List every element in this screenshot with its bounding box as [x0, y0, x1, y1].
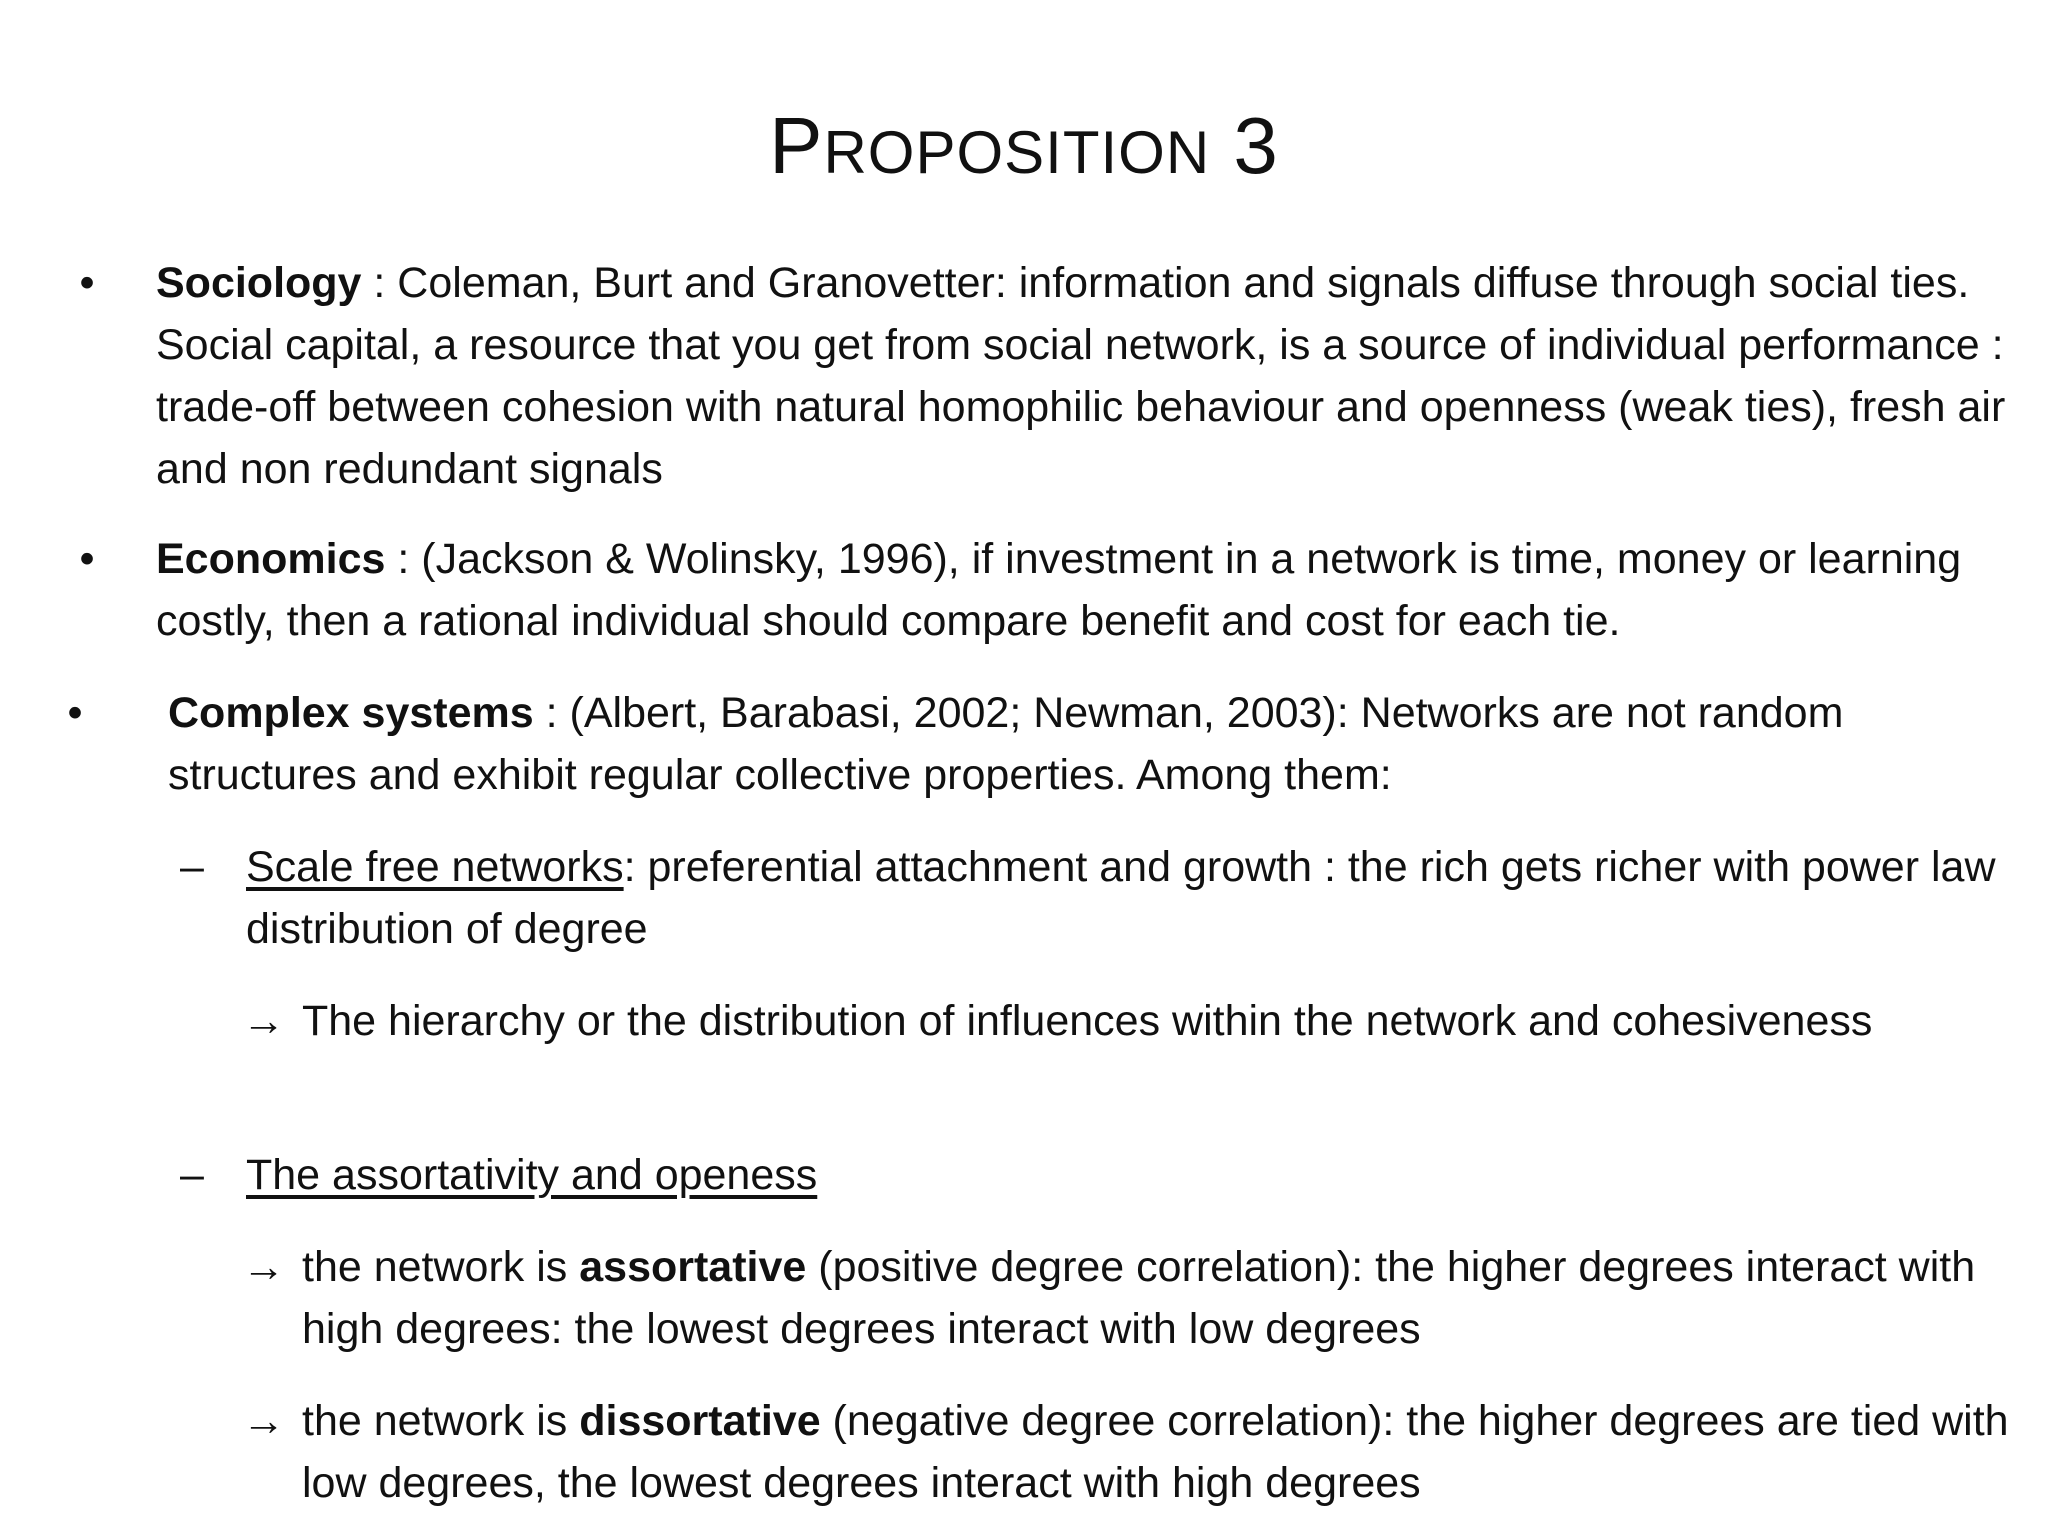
bullet-dot: • — [67, 689, 83, 737]
sub-heading: The assortativity and openess — [246, 1151, 818, 1199]
sub-heading: Scale free networks — [246, 843, 624, 891]
bullet-dot: • — [79, 535, 95, 583]
arrow-text-post: (positive degree correlation): the higher degrees interact with high degrees: the lowest degrees interact with low degrees — [302, 1243, 1976, 1353]
arrow-item-assortative — [242, 1236, 2016, 1360]
bullet-text: : (Albert, Barabasi, 2002; Newman, 2003): Networks are not random structures and exhibit regular collective properties. Among them: — [168, 689, 1844, 799]
bullet-term: Sociology — [156, 259, 362, 307]
title-number: 3 — [1210, 101, 1279, 190]
arrow-icon: → — [242, 1397, 285, 1445]
dash-marker: – — [180, 843, 204, 891]
title-rest: ROPOSITION — [823, 119, 1211, 186]
bullet-sociology — [79, 252, 2016, 500]
arrow-text-bold: assortative — [579, 1243, 807, 1291]
sub-item-scale-free — [180, 836, 2016, 960]
arrow-item-dissortative — [242, 1390, 2016, 1514]
bullet-complex-systems — [67, 682, 2016, 806]
arrow-text: The hierarchy or the distribution of influences within the network and cohesiveness — [302, 997, 1873, 1045]
sub-text: : preferential attachment and growth : the rich gets richer with power law distribution of degree — [246, 843, 1996, 953]
title-first-letter: P — [769, 101, 824, 190]
arrow-text-pre: the network is — [302, 1397, 580, 1445]
arrow-text-bold: dissortative — [579, 1397, 821, 1445]
arrow-text-pre: the network is — [302, 1243, 580, 1291]
arrow-text-post: (negative degree correlation): the higher degrees are tied with low degrees, the lowest degrees interact with high degrees — [302, 1397, 2009, 1507]
sub-item-assortativity — [180, 1144, 2016, 1206]
arrow-icon: → — [242, 1243, 285, 1291]
bullet-text: : Coleman, Burt and Granovetter: information and signals diffuse through social ties. Social capital, a resource that you get from social network, is a source of individual performance : trade-off between cohesion with natural homophilic behaviour and openness (weak ties), fresh air and non redundant signals — [156, 259, 2006, 493]
bullet-dot: • — [79, 259, 95, 307]
dash-marker: – — [180, 1151, 204, 1199]
bullet-term: Complex systems — [168, 689, 534, 737]
arrow-icon: → — [242, 997, 285, 1045]
bullet-text: : (Jackson & Wolinsky, 1996), if investment in a network is time, money or learning costly, then a rational individual should compare benefit and cost for each tie. — [156, 535, 1962, 645]
arrow-item-hierarchy — [242, 990, 2016, 1052]
bullet-term: Economics — [156, 535, 386, 583]
bullet-economics — [79, 528, 2016, 652]
slide-title — [0, 98, 2048, 201]
